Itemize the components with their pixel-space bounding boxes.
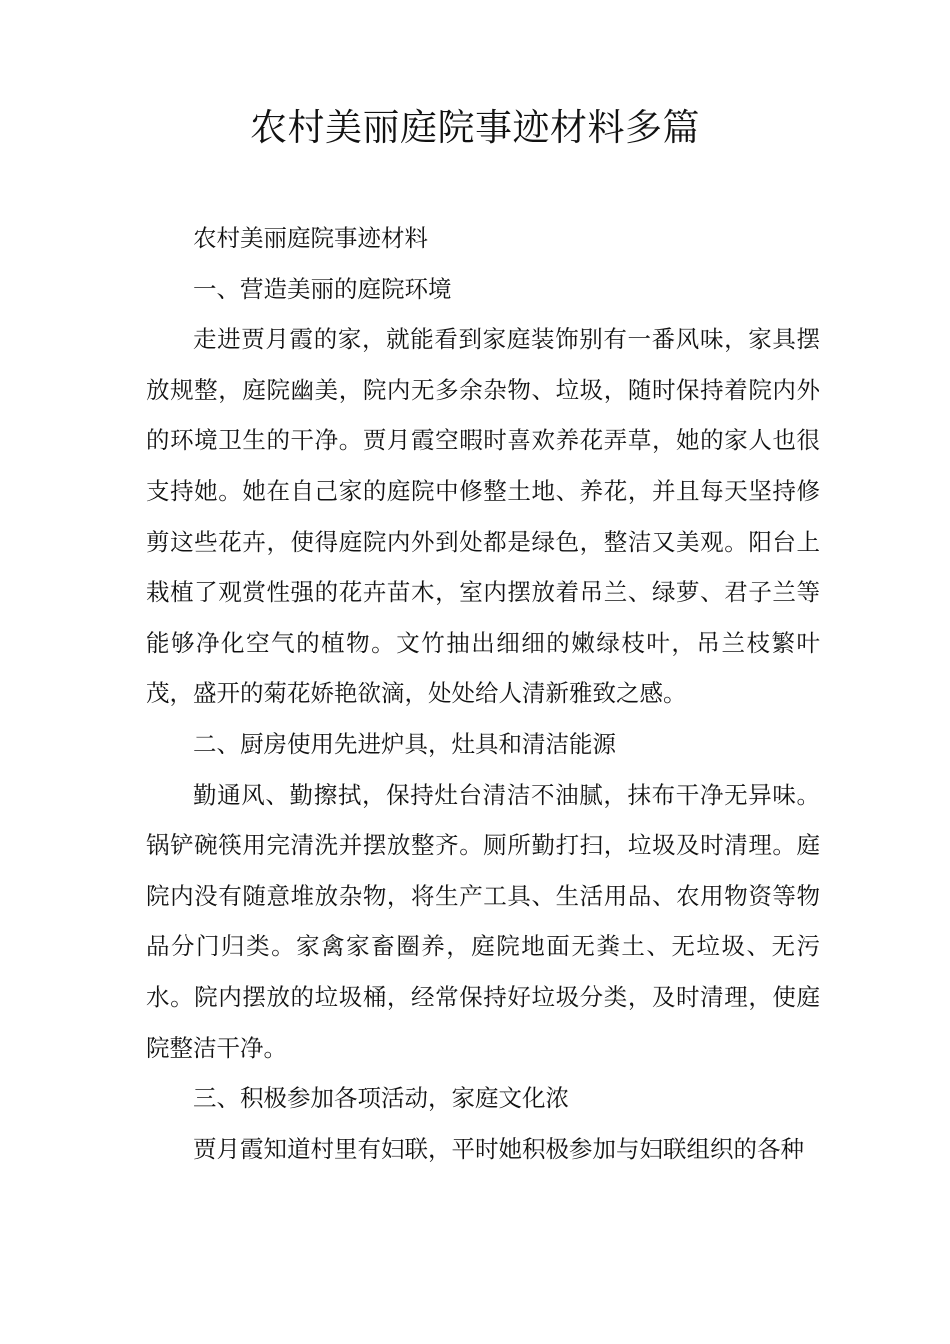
body-paragraph-1: 走进贾月霞的家，就能看到家庭装饰别有一番风味，家具摆放规整，庭院幽美，院内无多余杂物、垃圾，随时保持着院内外的环境卫生的干净。贾月霞空暇时喜欢养花弄草，她的家人也很支持她。她在自己家的庭院中修整土地、养花，并且每天坚持修剪这些花卉，使得庭院内外到处都是绿色，整洁又美观。阳台上栽植了观赏性强的花卉苗木，室内摆放着吊兰、绿萝、君子兰等能够净化空气的植物。文竹抽出细细的嫩绿枝叶，吊兰枝繁叶茂，盛开的菊花娇艳欲滴，处处给人清新雅致之感。 xyxy=(146,325,820,708)
body-paragraph-2: 勤通风、勤擦拭，保持灶台清洁不油腻，抹布干净无异味。锅铲碗筷用完清洗并摆放整齐。厕所勤打扫，垃圾及时清理。庭院内没有随意堆放杂物，将生产工具、生活用品、农用物资等物品分门归类。家禽家畜圈养，庭院地面无粪土、无垃圾、无污水。院内摆放的垃圾桶，经常保持好垃圾分类，及时清理，使庭院整洁干净。 xyxy=(146,780,820,1062)
section-heading-3: 三、积极参加各项活动，家庭文化浓 xyxy=(193,1084,569,1113)
document-title: 农村美丽庭院事迹材料多篇 xyxy=(250,106,700,149)
section-heading-1: 一、营造美丽的庭院环境 xyxy=(193,274,452,303)
body-paragraph-3: 贾月霞知道村里有妇联，平时她积极参加与妇联组织的各种 xyxy=(193,1134,804,1163)
document-body xyxy=(146,213,820,1174)
subtitle-paragraph: 农村美丽庭院事迹材料 xyxy=(193,224,428,252)
section-heading-2: 二、厨房使用先进炉具，灶具和清洁能源 xyxy=(193,729,616,758)
